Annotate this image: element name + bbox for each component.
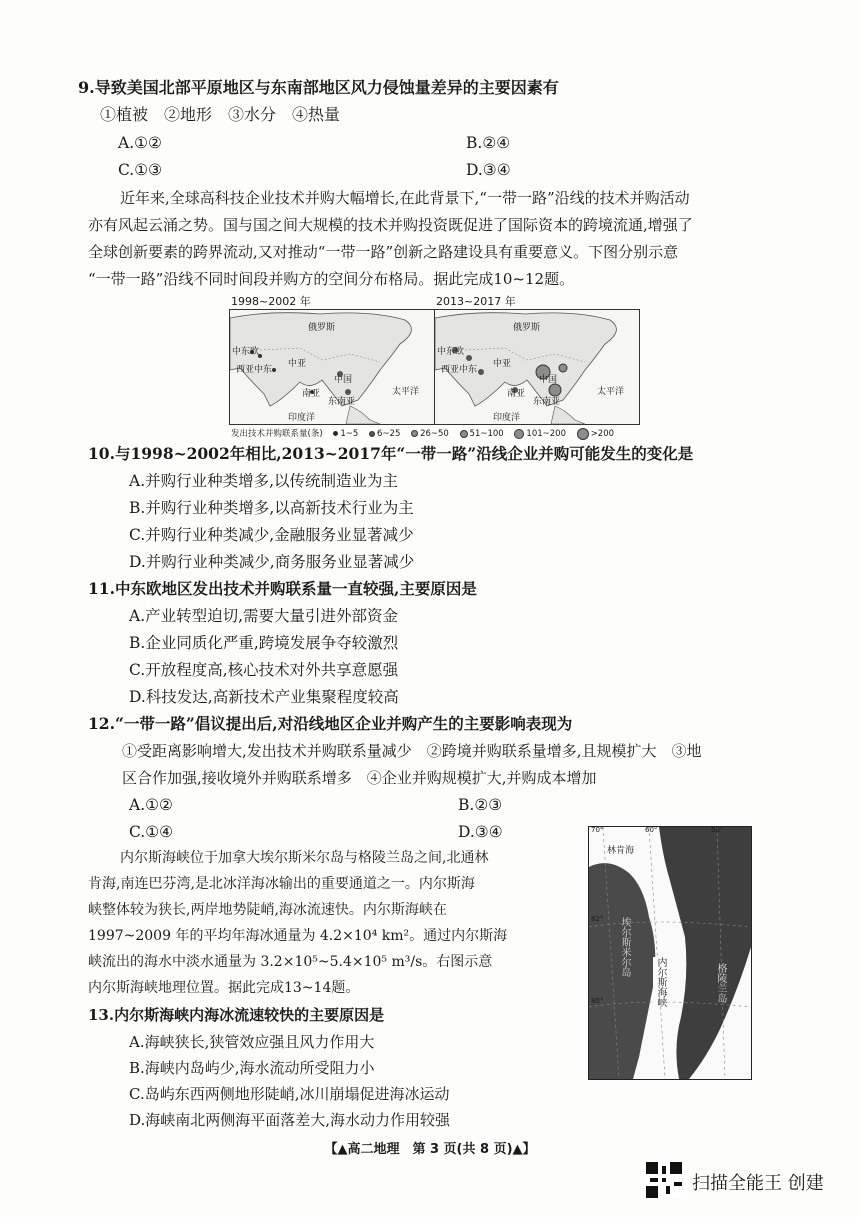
q10-option-a: A.并购行业种类增多,以传统制造业为主 <box>129 472 399 490</box>
qr-code-icon <box>646 1162 682 1198</box>
passage2-line2: 肯海,南连巴芬湾,是北冰洋海冰输出的重要通道之一。内尔斯海 <box>88 876 475 892</box>
passage1-line2: 亦有风起云涌之势。国与国之间大规模的技术并购投资既促进了国际资本的跨境流通,增强了 <box>88 216 693 234</box>
q12-items-line2: 区合作加强,接收境外并购联系增多 ④企业并购规模扩大,并购成本增加 <box>122 769 597 787</box>
page-footer: 【▲高二地理 第 3 页(共 8 页)▲】 <box>324 1142 536 1157</box>
legend-item-5: 101~200 <box>526 429 566 439</box>
q12-option-d: D.③④ <box>458 823 503 841</box>
map-legend <box>231 427 622 440</box>
label-west-asia-2: 西亚中东 <box>441 365 478 375</box>
q12-items-line1: ①受距离影响增大,发出技术并购联系量减少 ②跨境并购联系量增多,且规模扩大 ③地 <box>122 742 702 760</box>
right-map-title: 2013~2017 年 <box>436 295 516 308</box>
q10-option-c: C.并购行业种类减少,金融服务业显著减少 <box>129 526 414 544</box>
label-china: 中国 <box>334 375 353 385</box>
label-nares-strait: 内尔斯海峡 <box>655 957 666 1007</box>
label-pacific: 太平洋 <box>392 387 420 397</box>
q12-stem: 12.“一带一路”倡议提出后,对沿线地区企业并购产生的主要影响表现为 <box>88 714 573 733</box>
q13-option-b: B.海峡内岛屿少,海水流动所受阻力小 <box>129 1059 375 1077</box>
q10-stem: 10.与1998~2002年相比,2013~2017年“一带一路”沿线企业并购可能发生的变化是 <box>88 444 694 463</box>
label-russia-2: 俄罗斯 <box>513 323 541 333</box>
label-ellesmere: 埃尔斯米尔岛 <box>619 917 630 977</box>
q12-option-c: C.①④ <box>129 823 174 841</box>
q9-option-c: C.①③ <box>118 161 163 179</box>
q9-option-a: A.①② <box>118 134 162 152</box>
q13-option-c: C.岛屿东西两侧地形陡峭,冰川崩塌促进海冰运动 <box>129 1085 450 1103</box>
q9-option-d: D.③④ <box>466 161 511 179</box>
label-china-2: 中国 <box>539 375 558 385</box>
passage2-line1: 内尔斯海峡位于加拿大埃尔斯米尔岛与格陵兰岛之间,北通林 <box>120 850 489 866</box>
q10-option-b: B.并购行业种类增多,以高新技术行业为主 <box>129 499 414 517</box>
passage1-line4: “一带一路”沿线不同时间段并购方的空间分布格局。据此完成10~12题。 <box>88 270 575 288</box>
q11-option-b: B.企业同质化严重,跨境发展争夺较激烈 <box>129 634 399 652</box>
lon-50: 50° <box>711 826 724 834</box>
left-map-title: 1998~2002 年 <box>231 295 311 308</box>
q13-stem: 13.内尔斯海峡内海冰流速较快的主要原因是 <box>88 1006 385 1024</box>
passage2-line5: 峡流出的海水中淡水通量为 3.2×10⁵~5.4×10⁵ m³/s。右图示意 <box>88 954 493 970</box>
map-1998-2002 <box>229 309 435 425</box>
nares-strait-map <box>588 826 752 1080</box>
label-central-asia: 中亚 <box>288 359 307 369</box>
passage1-line3: 全球创新要素的跨界流动,又对推动“一带一路”创新之路建设具有重要意义。下图分别示意 <box>88 243 679 261</box>
label-greenland: 格陵兰岛 <box>715 963 726 1003</box>
passage2-line6: 内尔斯海峡地理位置。据此完成13~14题。 <box>88 980 360 996</box>
label-south-asia-2: 南亚 <box>507 389 526 399</box>
lon-60: 60° <box>645 826 658 834</box>
lat-82: 82° <box>591 915 604 923</box>
label-sea: 东南亚 <box>328 397 356 407</box>
lon-70: 70° <box>591 826 604 834</box>
lat-80: 80° <box>591 997 604 1005</box>
label-central-asia-2: 中亚 <box>493 359 512 369</box>
q10-option-d: D.并购行业种类减少,商务服务业显著减少 <box>129 553 415 571</box>
label-pacific-2: 太平洋 <box>597 387 625 397</box>
q9-option-b: B.②④ <box>466 134 511 152</box>
label-west-asia: 西亚中东 <box>236 365 273 375</box>
passage2-line3: 峡整体较为狭长,两岸地势陡峭,海冰流速快。内尔斯海峡在 <box>88 902 447 918</box>
label-russia: 俄罗斯 <box>308 323 336 333</box>
label-sea-2: 东南亚 <box>533 397 561 407</box>
legend-title: 发出技术并购联系量(条) <box>231 429 323 439</box>
passage1-line1: 近年来,全球高科技企业技术并购大幅增长,在此背景下,“一带一路”沿线的技术并购活动 <box>120 189 690 207</box>
label-indian-2: 印度洋 <box>493 413 521 423</box>
legend-item-2: 6~25 <box>377 429 401 439</box>
q13-option-d: D.海峡南北两侧海平面落差大,海水动力作用较强 <box>129 1111 451 1129</box>
q9-stem: 9.导致美国北部平原地区与东南部地区风力侵蚀量差异的主要因素有 <box>78 78 559 97</box>
legend-item-1: 1~5 <box>340 429 359 439</box>
q11-option-a: A.产业转型迫切,需要大量引进外部资金 <box>129 607 399 625</box>
scanner-watermark: 扫描全能王 创建 <box>692 1173 824 1194</box>
q12-option-b: B.②③ <box>458 796 503 814</box>
label-cee: 中东欧 <box>232 347 260 357</box>
q11-option-c: C.开放程度高,核心技术对外共享意愿强 <box>129 661 399 679</box>
q11-stem: 11.中东欧地区发出技术并购联系量一直较强,主要原因是 <box>88 579 477 598</box>
q9-items: ①植被 ②地形 ③水分 ④热量 <box>100 105 341 124</box>
map-2013-2017 <box>434 309 640 425</box>
q11-option-d: D.科技发达,高新技术产业集聚程度较高 <box>129 688 399 706</box>
q12-option-a: A.①② <box>129 796 173 814</box>
q13-option-a: A.海峡狭长,狭管效应强且风力作用大 <box>129 1033 375 1051</box>
label-south-asia: 南亚 <box>302 389 321 399</box>
nares-strait-land <box>589 827 751 1079</box>
legend-item-6: >200 <box>590 429 615 439</box>
label-indian: 印度洋 <box>288 413 316 423</box>
legend-item-4: 51~100 <box>469 429 504 439</box>
label-lincoln-sea: 林肯海 <box>607 846 635 856</box>
label-cee-2: 中东欧 <box>437 347 465 357</box>
passage2-line4: 1997~2009 年的平均年海冰通量为 4.2×10⁴ km²。通过内尔斯海 <box>88 928 508 944</box>
legend-item-3: 26~50 <box>420 429 449 439</box>
